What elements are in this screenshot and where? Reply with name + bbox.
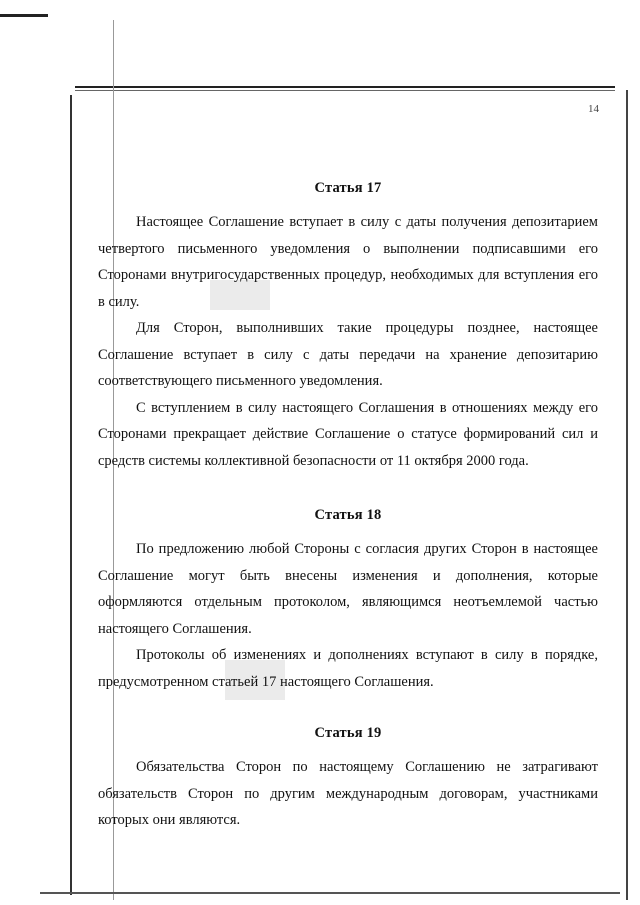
article-18 [98, 507, 598, 695]
scan-artifact-top-rule-thin [75, 90, 615, 91]
article-17 [98, 180, 598, 474]
article-heading: Статья 18 [314, 507, 382, 523]
paragraph: Обязательства Сторон по настоящему Соглашению не затрагивают обязательств Сторон по другим международным договорам, участниками которых они являются. [98, 759, 598, 828]
scan-artifact-top-rule [75, 86, 615, 88]
page-number: 14 [588, 103, 599, 115]
scan-artifact-bottom-edge [40, 892, 620, 894]
paragraph: Протоколы об изменениях и дополнениях вступают в силу в порядке, предусмотренном статьей 17 настоящего Соглашения. [98, 647, 598, 690]
scan-artifact-right-edge [626, 90, 628, 900]
paragraph: Для Сторон, выполнивших такие процедуры позднее, настоящее Соглашение вступает в силу с даты передачи на хранение депозитарию соответствующего письменного уведомления. [98, 320, 598, 389]
paragraph: С вступлением в силу настоящего Соглашения в отношениях между его Сторонами прекращает действие Соглашение о статусе формирований сил и средств системы коллективной безопасности от 11 октября 2000 года. [98, 399, 598, 469]
article-heading: Статья 17 [314, 180, 382, 196]
article-19 [98, 725, 598, 834]
paragraph: Настоящее Соглашение вступает в силу с даты получения депозитарием четвертого письменного уведомления о выполнении подписавшими его Сторонами внутригосударственных процедур, необходимых для вступления его в силу. [98, 214, 598, 310]
document-body [98, 180, 598, 834]
article-heading: Статья 19 [314, 725, 382, 741]
scan-artifact-top-left [0, 14, 48, 17]
scan-artifact-left-edge [70, 95, 72, 895]
paragraph: По предложению любой Стороны с согласия других Сторон в настоящее Соглашение могут быть внесены изменения и дополнения, которые оформляются отдельным протоколом, являющимся неотъемлемой частью настоящего Соглашения. [98, 541, 598, 637]
